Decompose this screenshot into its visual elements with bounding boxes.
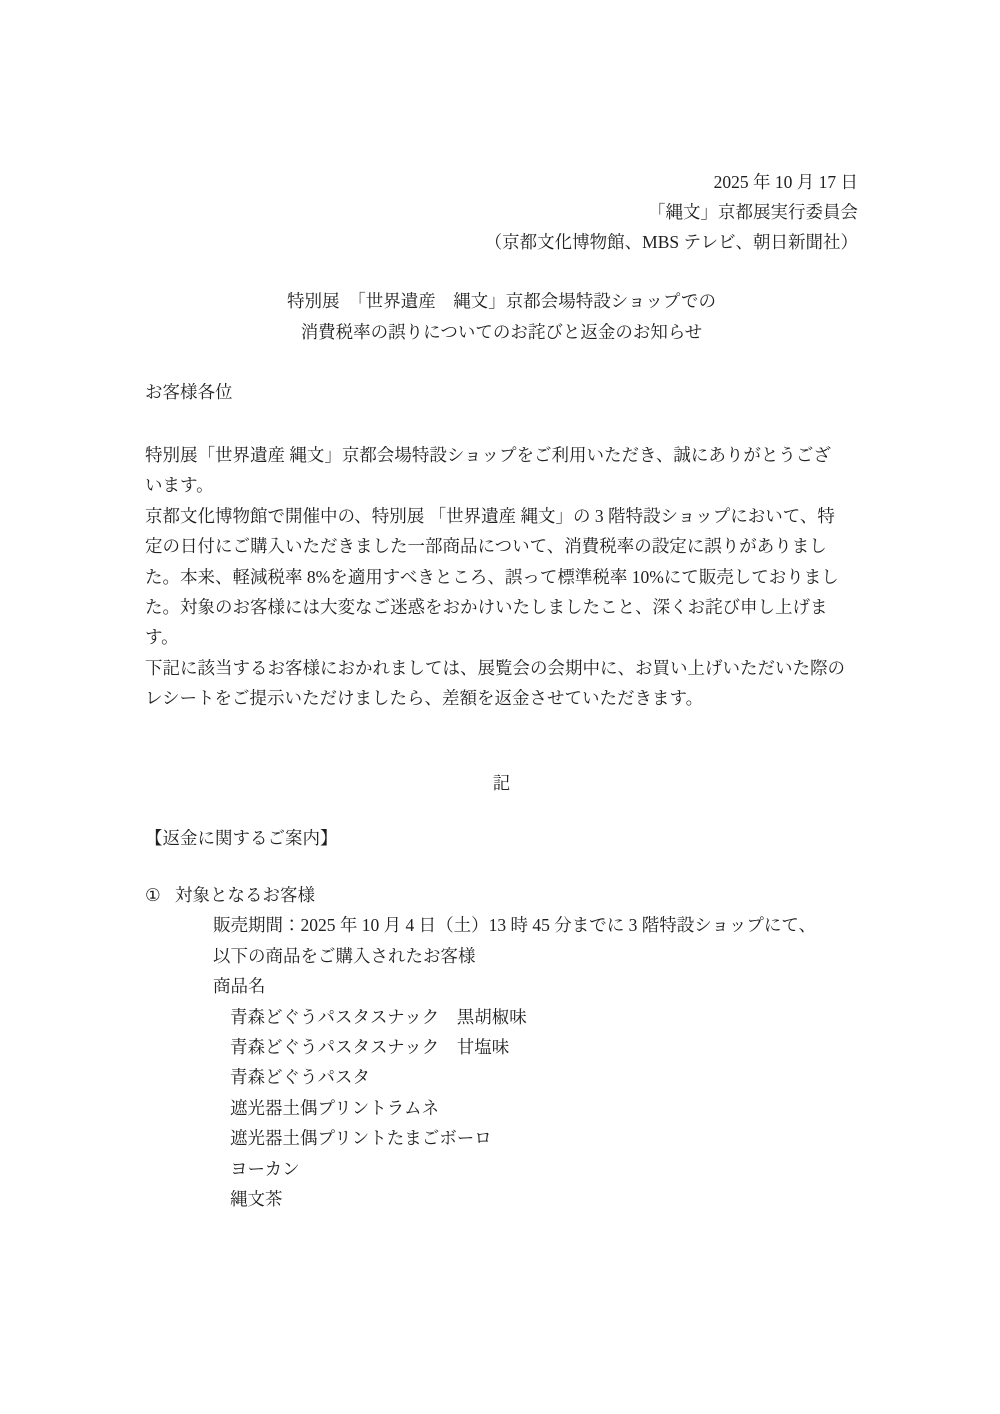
body-line: 京都文化博物館で開催中の、特別展 「世界遺産 縄文」の 3 階特設ショップにおいて、特 [145,505,835,526]
body-text [145,440,860,714]
product-item: 縄文茶 [230,1189,283,1210]
eligible-customers-line: 以下の商品をご購入されたお客様 [213,945,476,966]
body-line: た。対象のお客様には大変なご迷惑をおかけいたしましたこと、深くお詫び申し上げま [145,597,828,618]
refund-item-title: 対象となるお客様 [175,885,315,905]
salutation-line: お客様各位 [145,382,233,402]
body-line: す。 [145,627,179,648]
letterhead [145,167,858,258]
product-item: 遮光器土偶プリントラムネ [230,1097,440,1118]
sender-committee-line: 「縄文」京都展実行委員会 [648,202,858,223]
body-line: 定の日付にご購入いただきました一部商品について、消費税率の設定に誤りがありまし [145,536,827,557]
refund-guide-heading-text: 【返金に関するご案内】 [145,828,338,848]
record-marker-text: 記 [492,773,511,793]
refund-item-head [145,880,860,910]
record-marker [145,768,858,798]
refund-item-number: ① [145,885,161,905]
body-line: 特別展「世界遺産 縄文」京都会場特設ショップをご利用いただき、誠にありがとうござ [145,445,831,465]
notice-title-line-2: 消費税率の誤りについてのお詫びと返金のお知らせ [300,321,703,342]
date-line: 2025 年 10 月 17 日 [713,172,858,192]
product-item: ヨーカン [230,1158,300,1179]
body-line: た。本来、軽減税率 8%を適用すべきところ、誤って標準税率 10%にて販売しておりまし [145,566,839,587]
notice-title-line-1: 特別展 「世界遺産 縄文」京都会場特設ショップでの [287,291,716,311]
product-item: 青森どぐうパスタスナック 甘塩味 [230,1037,510,1058]
body-line: 下記に該当するお客様におかれましては、展覧会の会期中に、お買い上げいただいた際の [145,657,845,678]
product-item: 遮光器土偶プリントたまごボーロ [230,1128,492,1149]
refund-item-1 [145,880,860,1214]
product-item: 青森どぐうパスタスナック 黒胡椒味 [230,1006,527,1027]
product-item: 青森どぐうパスタ [230,1067,370,1088]
body-line: います。 [145,475,214,496]
product-list [145,1002,860,1215]
notice-title [145,286,858,347]
product-name-label: 商品名 [213,976,266,997]
salutation [145,377,860,407]
body-line: レシートをご提示いただけましたら、差額を返金させていただきます。 [145,688,704,709]
refund-guide-heading [145,823,860,853]
sales-period-line: 販売期間：2025 年 10 月 4 日（土）13 時 45 分までに 3 階特設ショップにて、 [213,915,817,936]
sender-organizations-line: （京都文化博物館、MBS テレビ、朝日新聞社） [484,232,858,253]
